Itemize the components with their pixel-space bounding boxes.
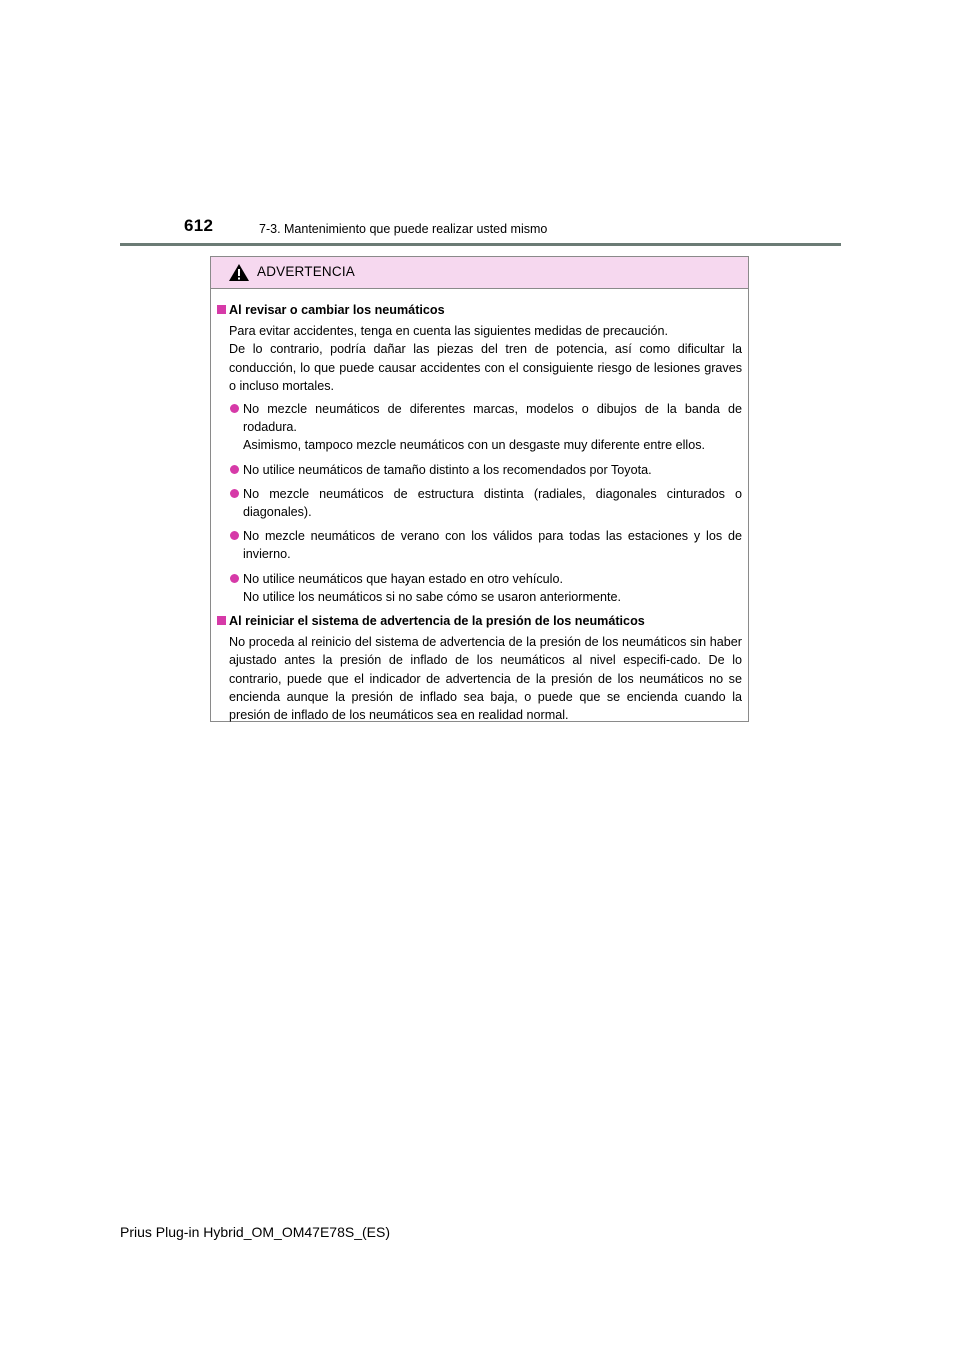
list-item-line: No mezcle neumáticos de diferentes marcas, modelos o dibujos de la banda de rodadura. bbox=[243, 402, 742, 435]
round-bullet-icon bbox=[230, 489, 239, 498]
list-item-line: No mezcle neumáticos de verano con los válidos para todas las estaciones y los de invierno. bbox=[243, 529, 742, 562]
section-title: 7-3. Mantenimiento que puede realizar usted mismo bbox=[259, 222, 548, 236]
page-number: 612 bbox=[184, 216, 214, 235]
list-item-line: No mezcle neumáticos de estructura distinta (radiales, diagonales cinturados o diagonales). bbox=[243, 486, 742, 520]
square-bullet-icon bbox=[217, 305, 226, 314]
document-id: Prius Plug-in Hybrid_OM_OM47E78S_(ES) bbox=[120, 1224, 390, 1240]
warning-triangle-icon bbox=[228, 263, 250, 282]
list-item bbox=[217, 461, 742, 479]
list-item-line: No utilice neumáticos de tamaño distinto a los recomendados por Toyota. bbox=[243, 462, 652, 477]
round-bullet-icon bbox=[230, 404, 239, 413]
list-item bbox=[217, 485, 742, 521]
section-heading bbox=[217, 301, 742, 319]
list-item bbox=[217, 570, 742, 606]
square-bullet-icon bbox=[217, 616, 226, 625]
list-item bbox=[217, 400, 742, 455]
round-bullet-icon bbox=[230, 574, 239, 583]
list-item-line: No utilice los neumáticos si no sabe cómo se usaron anteriormente. bbox=[243, 589, 622, 604]
header-divider bbox=[120, 243, 841, 246]
list-item-line: Asimismo, tampoco mezcle neumáticos con un desgaste muy diferente entre ellos. bbox=[243, 438, 705, 453]
section-heading-text: Al revisar o cambiar los neumáticos bbox=[229, 303, 445, 317]
warning-content bbox=[211, 289, 748, 724]
warning-box bbox=[210, 256, 749, 722]
paragraph-line: De lo contrario, podría dañar las piezas del tren de potencia, así como dificultar la conducción, lo que puede causar accidentes con el consiguiente riesgo de lesiones graves o incluso mortales. bbox=[229, 342, 742, 393]
paragraph-line: No proceda al reinicio del sistema de advertencia de la presión de los neumáticos sin haber ajustado antes la presión de inflado de los neumáticos al nivel especifi-cado. De lo contrario, puede que el indicador de advertencia de la presión de los neumáticos no se encienda aunque la presión de inflado sea baja, o puede que se encienda cuando la presión de inflado de los neumáticos sea en realidad normal. bbox=[229, 635, 742, 723]
list-item-line: No utilice neumáticos que hayan estado en otro vehículo. bbox=[243, 571, 563, 586]
round-bullet-icon bbox=[230, 531, 239, 540]
section-heading bbox=[217, 612, 742, 630]
round-bullet-icon bbox=[230, 465, 239, 474]
section-heading-text: Al reiniciar el sistema de advertencia de la presión de los neumáticos bbox=[229, 614, 645, 629]
warning-header bbox=[211, 257, 748, 289]
paragraph-line: Para evitar accidentes, tenga en cuenta las siguientes medidas de precaución. bbox=[229, 324, 668, 339]
list-item bbox=[217, 527, 742, 563]
section-paragraph bbox=[217, 322, 742, 395]
section-paragraph bbox=[217, 633, 742, 724]
warning-title: ADVERTENCIA bbox=[257, 264, 355, 279]
